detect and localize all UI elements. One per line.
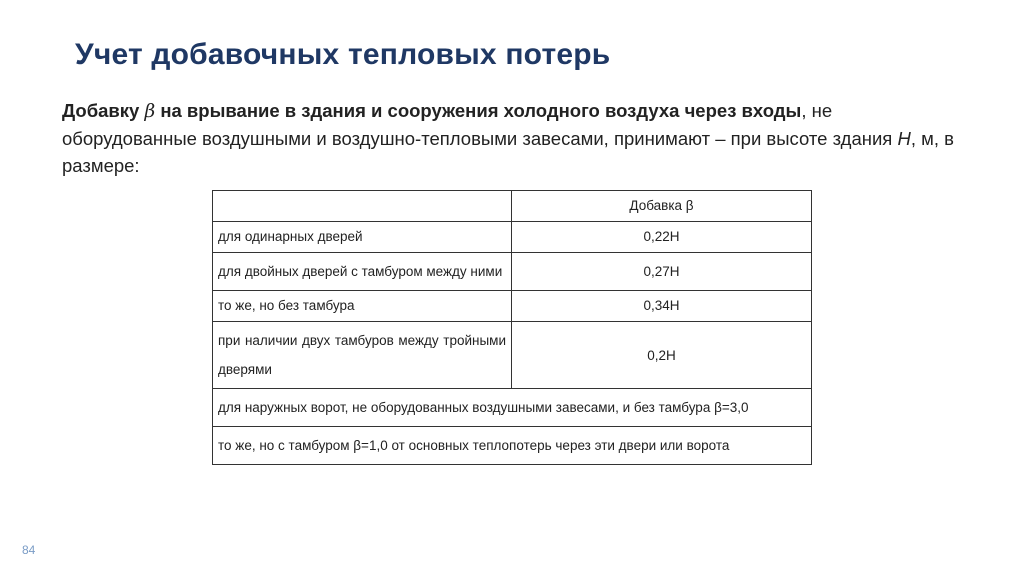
addition-table [212,190,812,465]
table-row-wide [213,427,812,465]
table-row [213,222,812,253]
intro-bold-1: Добавку [62,100,145,121]
wide-row-text: для наружных ворот, не оборудованных воздушными завесами, и без тамбура β=3,0 [213,389,812,427]
wide-row-text: то же, но с тамбуром β=1,0 от основных теплопотерь через эти двери или ворота [213,427,812,465]
row-value: 0,2H [512,322,812,389]
beta-symbol: β [144,101,156,122]
intro-paragraph [62,97,967,179]
row-value: 0,22H [512,222,812,253]
table-header-row [213,191,812,222]
row-value: 0,27H [512,253,812,291]
table-row-wide [213,389,812,427]
row-label: для одинарных дверей [213,222,512,253]
header-cell-addition: Добавка β [512,191,812,222]
height-symbol: H [897,128,911,149]
header-cell-empty [213,191,512,222]
row-label: то же, но без тамбура [213,291,512,322]
row-value: 0,34H [512,291,812,322]
row-label: для двойных дверей с тамбуром между ними [213,253,512,291]
table-row [213,253,812,291]
table-row [213,291,812,322]
slide-title: Учет добавочных тепловых потерь [75,38,611,71]
page-number: 84 [22,543,36,557]
row-label: при наличии двух тамбуров между тройными дверями [213,322,512,389]
intro-text-2: , м, в размере: [62,128,954,176]
intro-text-1: , не оборудованные воздушными и воздушно-тепловыми завесами, принимают – при высоте здания [62,100,898,149]
table-row [213,322,812,389]
intro-bold-2: на врывание в здания и сооружения холодного воздуха через входы [155,100,802,121]
